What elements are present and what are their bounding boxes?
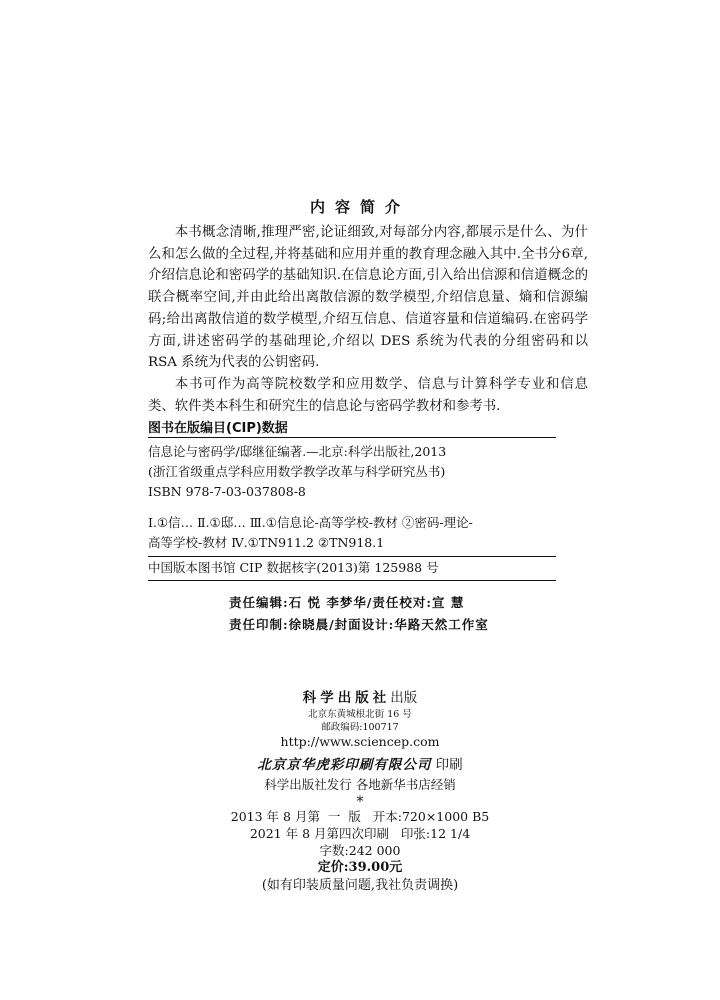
publisher-suffix: 出版 <box>390 690 418 706</box>
cip-class-line: Ⅰ.①信… Ⅱ.①邸… Ⅲ.①信息论-高等学校-教材 ②密码-理论- <box>148 515 473 530</box>
cip-line: (浙江省级重点学科应用数学教学改革与科学研究丛书) <box>148 464 446 479</box>
cip-line: ISBN 978-7-03-037808-8 <box>148 484 306 499</box>
printer-name: 北京京华虎彩印刷有限公司 <box>257 757 432 773</box>
publisher-url: http://www.sciencep.com <box>280 734 440 749</box>
quality-note: (如有印装质量问题,我社负责调换) <box>261 878 459 893</box>
cip-top-rule <box>148 437 556 438</box>
cip-data-number <box>148 558 568 578</box>
separator-star: * <box>356 794 364 810</box>
price: 定价:39.00元 <box>317 860 403 875</box>
staff-line-2: 责任印制:徐晓晨/封面设计:华路天然工作室 <box>229 617 489 632</box>
cip-class-line: 高等学校-教材 Ⅳ.①TN911.2 ②TN918.1 <box>148 535 385 550</box>
cip-classification <box>148 513 568 553</box>
edition-line: 2021 年 8 月第四次印刷 印张:12 1/4 <box>249 826 471 841</box>
summary-body <box>148 222 588 417</box>
cip-mid-rule <box>148 556 556 557</box>
word-count: 字数:242 000 <box>319 843 401 858</box>
cip-line: 信息论与密码学/邸继征编著.—北京:科学出版社,2013 <box>148 444 447 459</box>
edition-line: 2013 年 8 月第 一 版 开本:720×1000 B5 <box>230 809 490 824</box>
cip-data-number-text: 中国版本图书馆 CIP 数据核字(2013)第 125988 号 <box>148 560 439 575</box>
summary-paragraph: 本书概念清晰,推理严密,论证细致,对每部分内容,都展示是什么、为什么和怎么做的全过程,并将基础和应用并重的教育理念融入其中.全书分6章,介绍信息论和密码学的基础知识.在信息论方面,引入给出信源和信道概念的联合概率空间,并由此给出离散信源的数学模型,介绍信息量、熵和信源编码;给出离散信道的数学模型,介绍互信息、信道容量和信道编码.在密码学方面,讲述密码学的基础理论,介绍以 DES 系统为代表的分组密码和以 RSA 系统为代表的公钥密码. <box>148 225 588 371</box>
summary-title: 内容简介 <box>309 198 410 216</box>
summary-paragraph: 本书可作为高等院校数学和应用数学、信息与计算科学专业和信息类、软件类本科生和研究生的信息论与密码学教材和参考书. <box>148 376 588 414</box>
cip-heading: 图书在版编目(CIP)数据 <box>148 421 288 436</box>
publisher-line <box>0 688 720 708</box>
cip-bottom-rule <box>148 580 556 581</box>
printer-line <box>0 754 720 776</box>
cip-bibliographic <box>148 442 568 502</box>
publisher-name: 科学出版社 <box>302 690 391 706</box>
publisher-address: 北京东黄城根北街 16 号 <box>308 709 412 720</box>
colophon <box>0 688 720 895</box>
printer-suffix: 印刷 <box>435 757 463 773</box>
publisher-postcode: 邮政编码:100717 <box>321 722 399 733</box>
staff-line-1: 责任编辑:石 悦 李梦华/责任校对:宣 慧 <box>229 595 465 610</box>
distribution: 科学出版社发行 各地新华书店经销 <box>264 777 456 792</box>
